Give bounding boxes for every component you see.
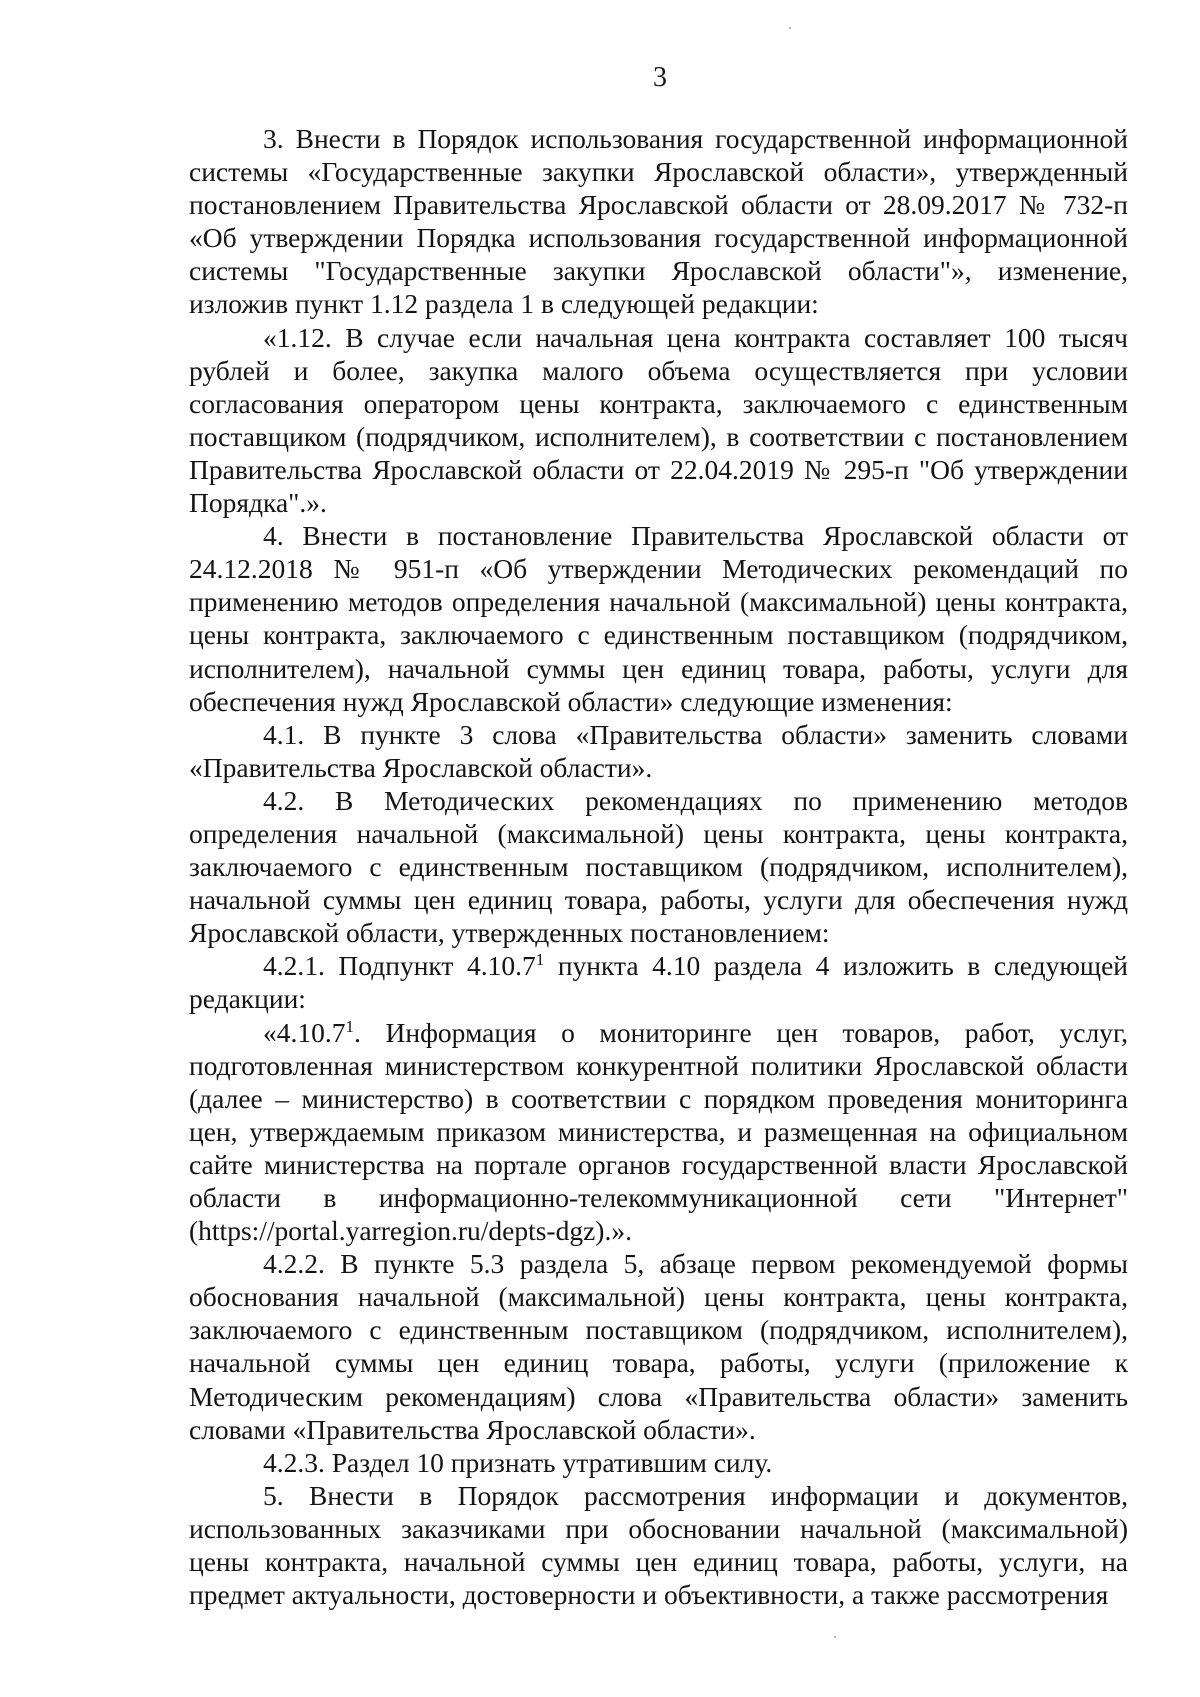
paragraph-item-4-10-7-quote <box>189 1016 1128 1248</box>
scan-speck <box>834 1636 836 1638</box>
paragraph-item-4-2-3: 4.2.3. Раздел 10 признать утратившим силу. <box>263 1446 773 1478</box>
paragraph-item-4-2: 4.2. В Методических рекомендациях по применению методов определения начальной (максимальной) цены контракта, цены контракта, заключаемого с единственным поставщиком (подрядчиком, исполнителем), начальной суммы цен единиц товара, работы, услуги для обеспечения нужд Ярославской области, утвержденных постановлением: <box>189 784 1128 949</box>
text-fragment: . Информация о мониторинге цен товаров, работ, услуг, подготовленная министерством конкурентной политики Ярославской области (далее – министерство) в соответствии с порядком проведения мониторинга цен, утверждаемым приказом министерства, и размещенная на официальном сайте министерства на портале органов государственной власти Ярославской области в информационно-телекоммуникационной сети "Интернет" (https://portal.yarregion.ru/depts-dgz).». <box>189 1016 1128 1247</box>
superscript: 1 <box>535 950 545 970</box>
paragraph-item-4-2-2: 4.2.2. В пункте 5.3 раздела 5, абзаце первом рекомендуемой формы обоснования начальной (максимальной) цены контракта, цены контракта, заключаемого с единственным поставщиком (подрядчиком, исполнителем), начальной суммы цен единиц товара, работы, услуги (приложение к Методическим рекомендациям) слова «Правительства области» заменить словами «Правительства Ярославской области». <box>189 1248 1128 1445</box>
paragraph-item-5: 5. Внести в Порядок рассмотрения информации и документов, использованных заказчиками при обосновании начальной (максимальной) цены контракта, начальной суммы цен единиц товара, работы, услуги, на предмет актуальности, достоверности и объективности, а также рассмотрения <box>189 1479 1128 1611</box>
text-fragment: пункта 4.10 раздела 4 изложить в следующей редакции: <box>189 950 1128 1015</box>
text-fragment: 4.2.1. Подпункт 4.10.7 <box>263 950 536 982</box>
paragraph-item-4: 4. Внести в постановление Правительства Ярославской области от 24.12.2018 № 951-п «Об утверждении Методических рекомендаций по применению методов определения начальной (максимальной) цены контракта, цены контракта, заключаемого с единственным поставщиком (подрядчиком, исполнителем), начальной суммы цен единиц товара, работы, услуги для обеспечения нужд Ярославской области» следующие изменения: <box>189 520 1128 717</box>
paragraph-item-1-12-quote: «1.12. В случае если начальная цена контракта составляет 100 тысяч рублей и более, закупка малого объема осуществляется при условии согласования оператором цены контракта, заключаемого с единственным поставщиком (подрядчиком, исполнителем), в соответствии с постановлением Правительства Ярославской области от 22.04.2019 № 295-п "Об утверждении Порядка".». <box>189 321 1128 519</box>
document-body <box>189 122 1128 1611</box>
superscript: 1 <box>345 1016 355 1036</box>
paragraph-item-4-1: 4.1. В пункте 3 слова «Правительства области» заменить словами «Правительства Ярославской области». <box>189 718 1128 783</box>
paragraph-item-3: 3. Внести в Порядок использования государственной информационной системы «Государственные закупки Ярославской области», утвержденный постановлением Правительства Ярославской области от 28.09.2017 № 732-п «Об утверждении Порядка использования государственной информационной системы "Государственные закупки Ярославской области"», изменение, изложив пункт 1.12 раздела 1 в следующей редакции: <box>189 123 1128 320</box>
paragraph-item-4-2-1 <box>189 949 1128 1015</box>
scan-speck <box>789 27 791 29</box>
text-fragment: «4.10.7 <box>263 1016 346 1048</box>
page-number: 3 <box>653 62 667 93</box>
